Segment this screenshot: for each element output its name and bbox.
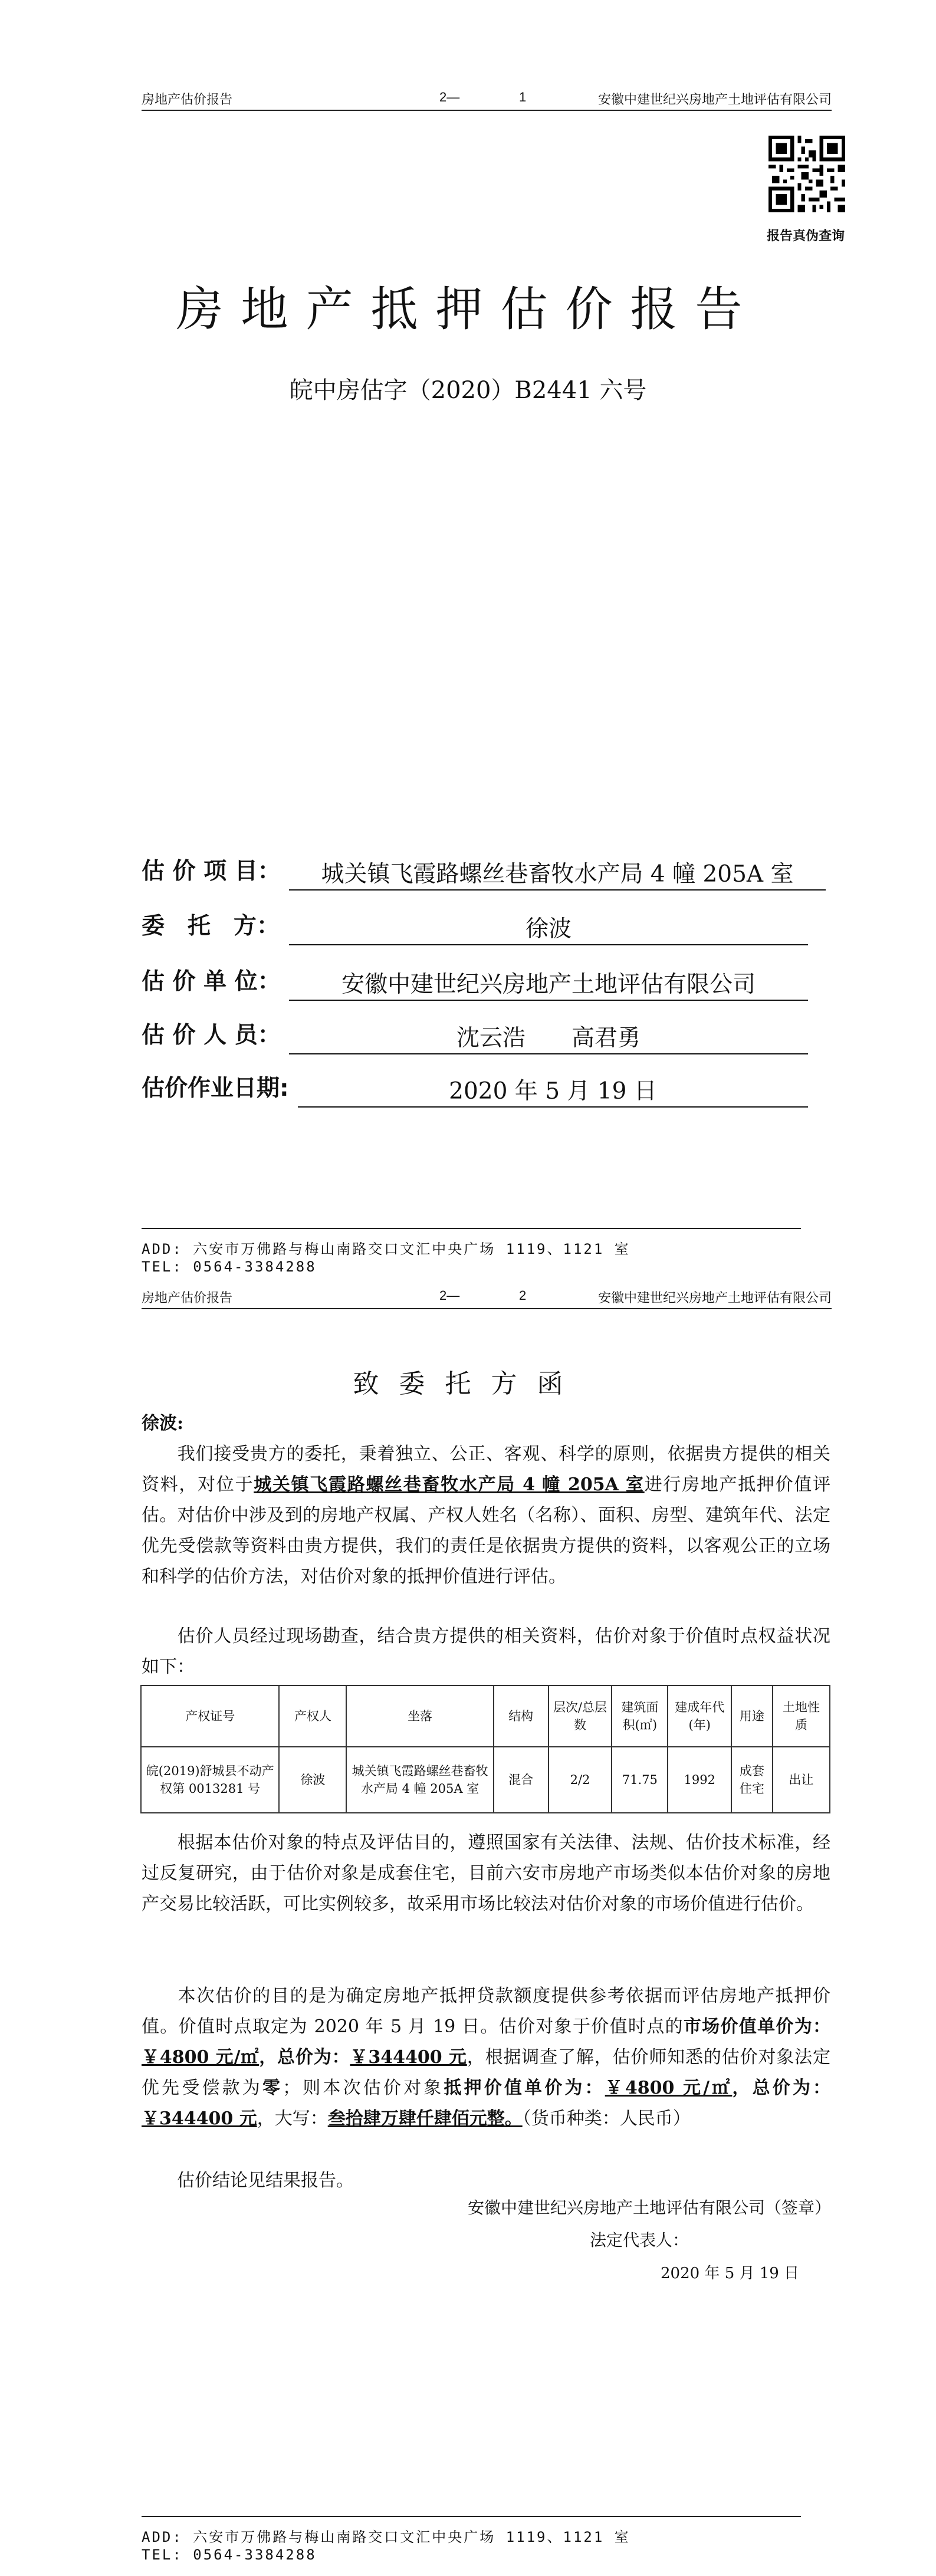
field-client-label: 委 托 方： [142,913,280,939]
field-date-value: 2020 年 5 月 19 日 [298,1077,808,1108]
header-divider [142,1308,832,1309]
signature-representative: 法定代表人： [590,2230,689,2250]
signature-company: 安徽中建世纪兴房地产土地评估有限公司（签章） [467,2198,831,2217]
header-left: 房地产估价报告 [142,1290,233,1305]
table-cell: 1992 [668,1747,731,1813]
header-part: 2— [439,90,460,104]
table-row [141,1747,830,1813]
table-cell: 71.75 [612,1747,668,1813]
table-header-cell: 产权证号 [141,1685,279,1747]
header-page-number: 2 [519,1288,527,1303]
property-address: 城关镇飞霞路螺丝巷畜牧水产局 4 幢 205A 室 [254,1474,645,1495]
mortgage-unit-price: ￥4800 元/㎡ [605,2078,733,2098]
header-page-number: 1 [519,90,527,104]
paragraph-method: 根据本估价对象的特点及评估目的，遵照国家有关法律、法规、估价技术标准，经过反复研究，由于估价对象是成套住宅，目前六安市房地产市场类似本估价对象的房地产交易比较活跃，可比实例较多，故采用市场比较法对估价对象的市场价值进行估价。 [142,1832,830,1914]
paragraph-conclusion: 估价结论见结果报告。 [177,2170,354,2191]
table-header-cell: 结构 [494,1685,549,1747]
field-project-label: 估 价 项 目： [142,858,281,885]
qr-caption: 报告真伪查询 [767,228,845,243]
table-header-cell: 建成年代(年) [668,1685,731,1747]
header-right: 安徽中建世纪兴房地产土地评估有限公司 [597,92,832,107]
table-cell: 成套住宅 [731,1747,773,1813]
market-unit-price: ￥4800 元/㎡ [142,2047,260,2068]
page-header [142,1288,832,1307]
header-part: 2— [439,1288,460,1303]
table-cell: 城关镇飞霞路螺丝巷畜牧水产局 4 幢 205A 室 [346,1747,493,1813]
field-client [142,910,826,945]
field-project [142,855,826,891]
field-date [142,1072,826,1108]
field-appraisers-value: 沈云浩 高君勇 [289,1024,808,1054]
market-total-price: ￥344400 元 [350,2047,467,2068]
field-unit-label: 估 价 单 位： [142,968,281,995]
footer-tel: TEL: 0564-3384288 [142,1259,317,1275]
field-date-label: 估价作业日期: [142,1075,289,1102]
signature-date: 2020 年 5 月 19 日 [661,2265,800,2282]
footer-address: ADD: 六安市万佛路与梅山南路交口文汇中央广场 1119、1121 室 [142,2529,630,2545]
field-client-value: 徐波 [289,915,808,945]
table-cell: 徐波 [279,1747,346,1813]
report-title: 房地产抵押估价报告 [176,282,760,337]
amount-in-words: 叁拾肆万肆仟肆佰元整。 [327,2108,523,2129]
paragraph-survey: 估价人员经过现场勘查，结合贵方提供的相关资料，估价对象于价值时点权益状况如下： [142,1626,830,1677]
property-rights-table [140,1685,830,1813]
table-header-cell: 产权人 [279,1685,346,1747]
footer-divider [142,1228,801,1229]
header-right: 安徽中建世纪兴房地产土地评估有限公司 [597,1290,832,1305]
field-appraisers [142,1019,826,1054]
table-header-row [141,1685,830,1747]
header-left: 房地产估价报告 [142,92,233,107]
report-number: 皖中房估字（2020）B2441 六号 [289,377,647,404]
page-header [142,90,832,109]
field-appraisers-label: 估 价 人 员： [142,1022,281,1049]
letter-page [0,1288,936,2576]
mortgage-total-price: ￥344400 元 [142,2108,257,2129]
letter-greeting: 徐波: [142,1413,184,1434]
table-cell: 混合 [494,1747,549,1813]
table-cell: 出让 [773,1747,830,1813]
table-header-cell: 坐落 [346,1685,493,1747]
header-divider [142,110,832,111]
field-unit [142,965,826,1001]
table-cell: 皖(2019)舒城县不动产权第 0013281 号 [141,1747,279,1813]
table-header-cell: 建筑面积(㎡) [612,1685,668,1747]
letter-title: 致委托方函 [353,1369,583,1399]
footer-address: ADD: 六安市万佛路与梅山南路交口文汇中央广场 1119、1121 室 [142,1241,630,1257]
footer-tel: TEL: 0564-3384288 [142,2547,317,2563]
qr-code-icon[interactable] [768,136,845,212]
paragraph-intro: 我们接受贵方的委托，秉着独立、公正、客观、科学的原则，依据贵方提供的相关资料，对位于城关镇飞霞路螺丝巷畜牧水产局 4 幢 205A 室进行房地产抵押价值评估。对估价中涉及到的房地产权属、产权人姓名（名称）、面积、房型、建筑年代、法定优先受偿款等资料由贵方提供，我们的责任是依据贵方提供的资料，以客观公正的立场和科学的估价方法，对估价对象的抵押价值进行评估。 [142,1444,831,1587]
table-header-cell: 土地性质 [773,1685,830,1747]
table-header-cell: 用途 [731,1685,773,1747]
footer-divider [142,2516,801,2517]
table-cell: 2/2 [549,1747,612,1813]
field-unit-value: 安徽中建世纪兴房地产土地评估有限公司 [289,970,808,1001]
table-header-cell: 层次/总层数 [549,1685,612,1747]
paragraph-valuation: 本次估价的目的是为确定房地产抵押贷款额度提供参考依据而评估房地产抵押价值。价值时点取定为 2020 年 5 月 19 日。估价对象于价值时点的市场价值单价为：￥4800 元/㎡，总价为：￥344400 元，根据调查了解，估价师知悉的估价对象法定优先受偿款为零；则本次估价对象抵押价值单价为：￥4800 元/㎡，总价为：￥344400 元，大写：叁拾肆万肆仟肆佰元整。（货币种类：人民币） [142,1986,831,2129]
field-project-value: 城关镇飞霞路螺丝巷畜牧水产局 4 幢 205A 室 [289,860,826,891]
priority-claim: 零 [262,2078,283,2098]
